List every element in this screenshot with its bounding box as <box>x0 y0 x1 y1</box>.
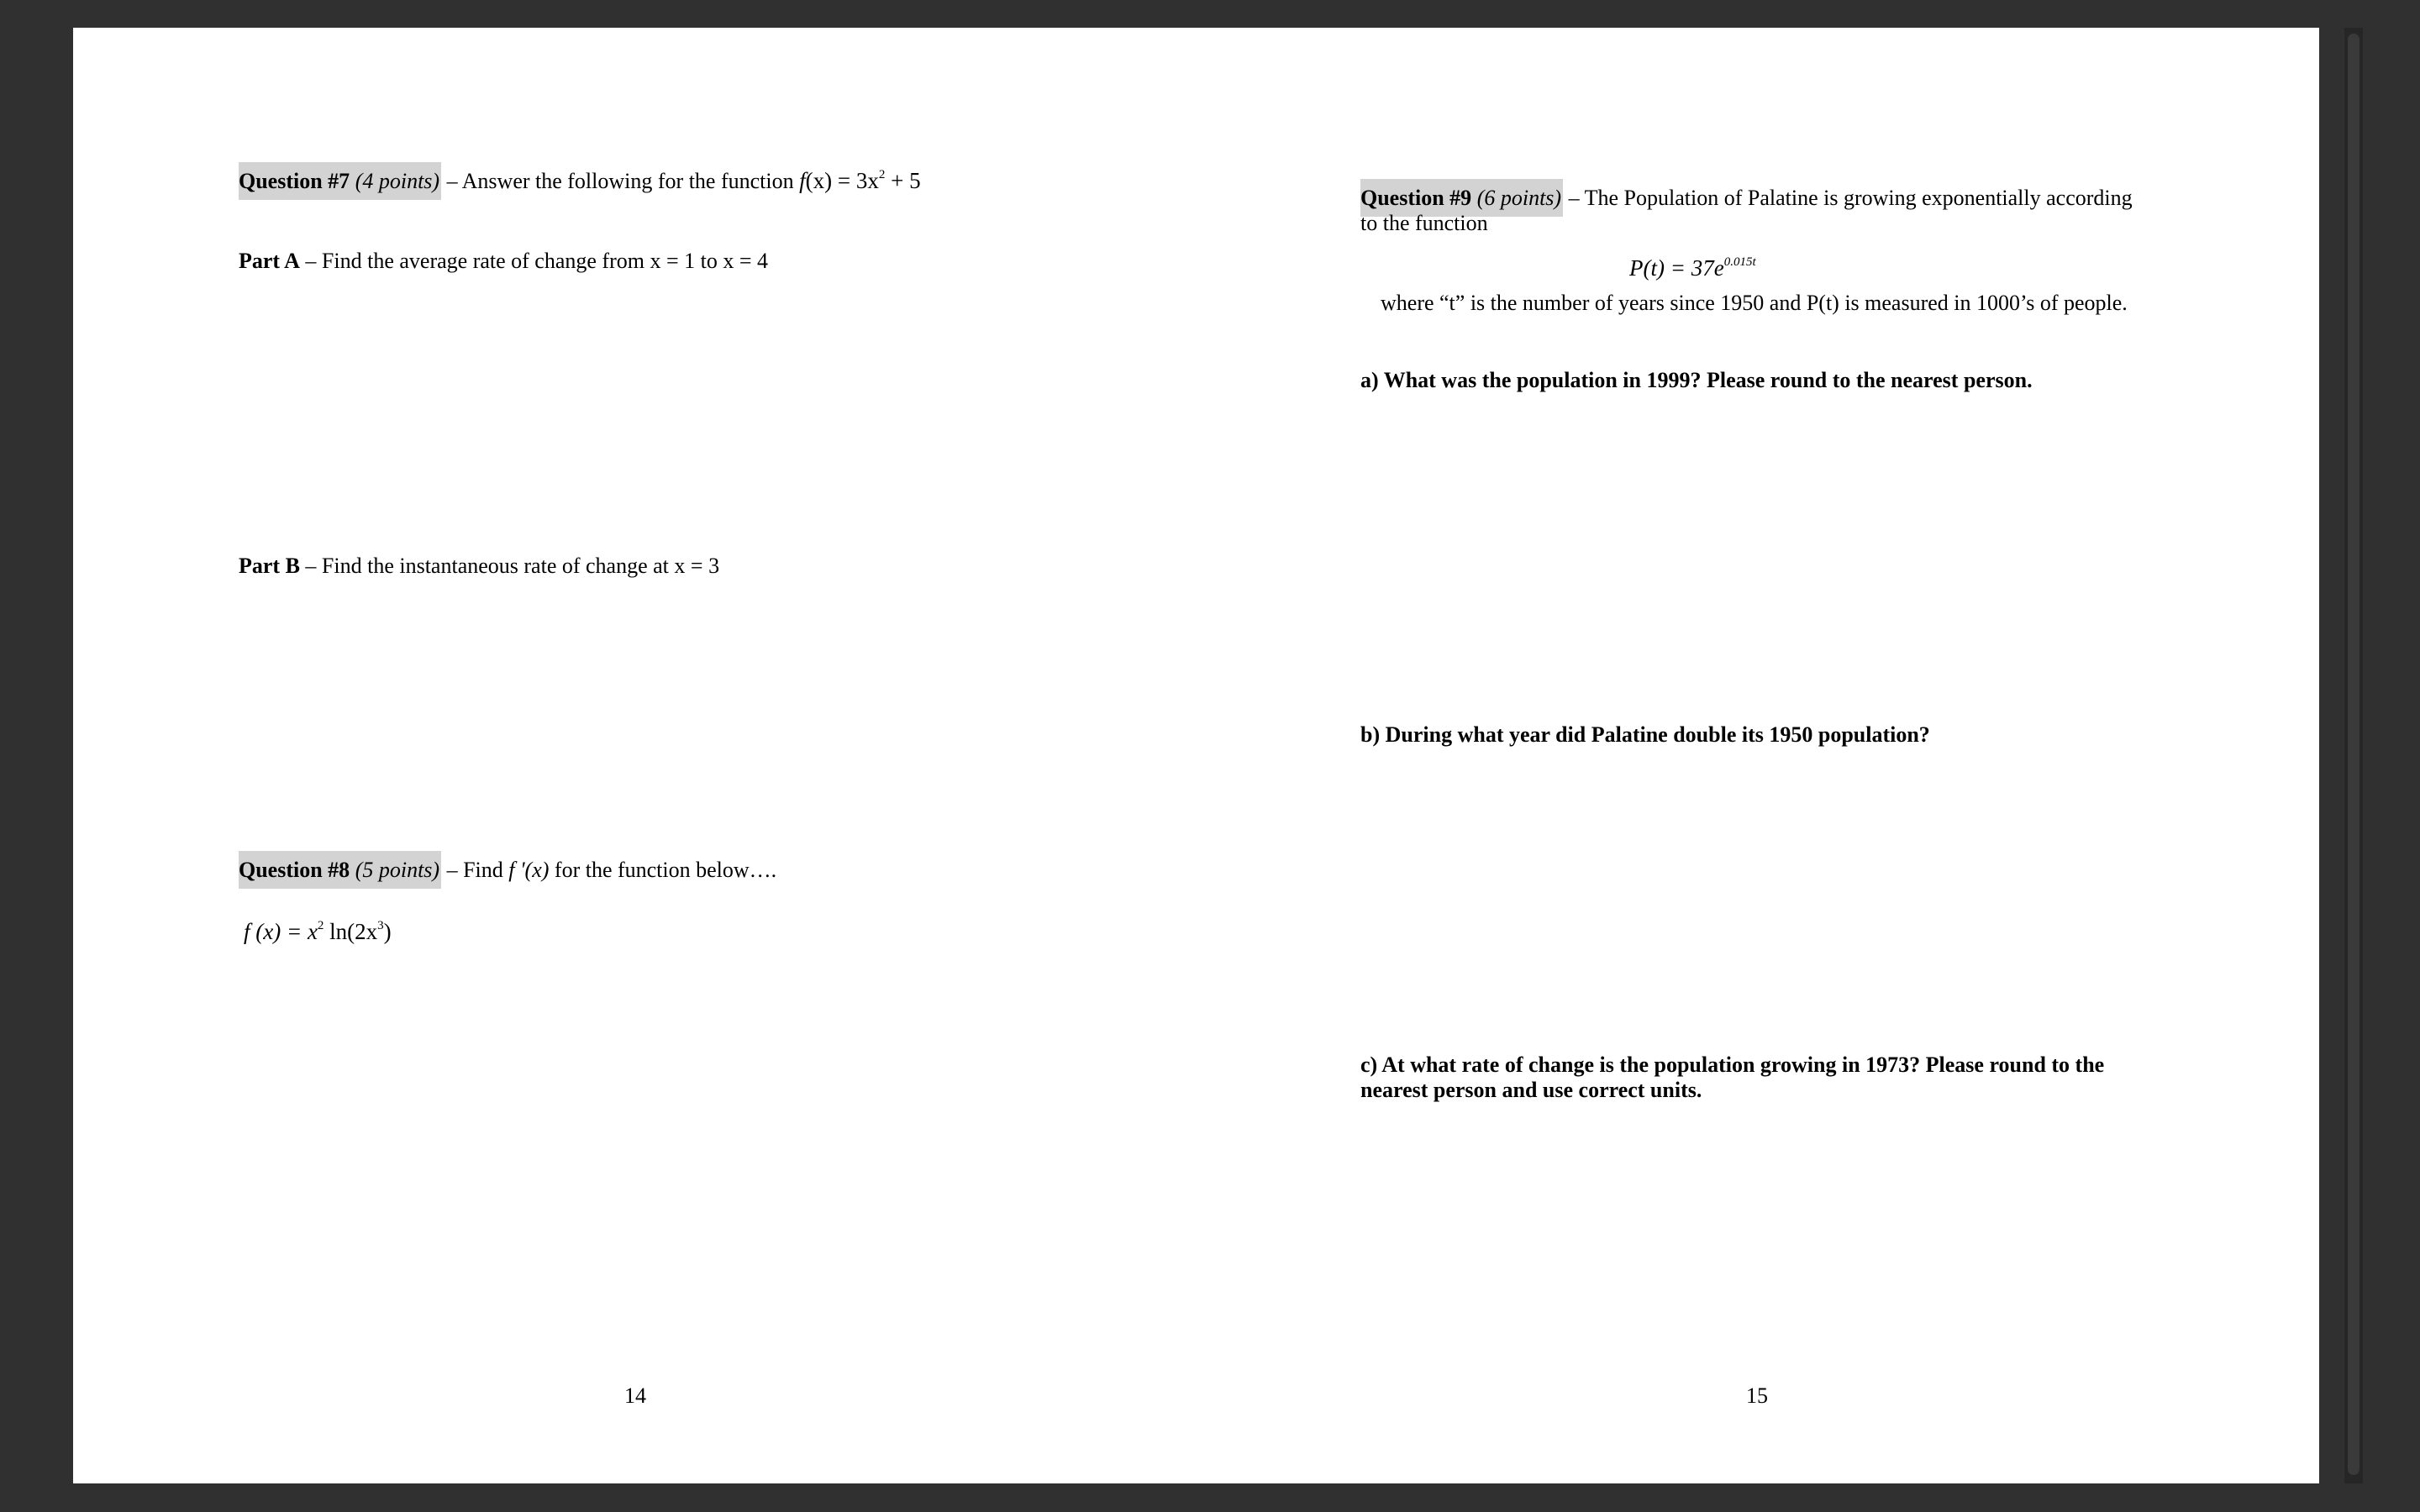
question-8-text-after: for the function below…. <box>549 858 777 882</box>
page-number-right: 15 <box>1746 1383 1768 1408</box>
question-8-highlight <box>239 851 441 889</box>
question-7-label: Question #7 <box>239 169 350 193</box>
part-b-text: – Find the instantaneous rate of change at x = 3 <box>299 554 720 578</box>
part-b-label: Part B <box>239 554 300 578</box>
question-8-label: Question #8 <box>239 858 350 882</box>
question-8-function: f $(x) = x^2$ $\ln(2x^3)$ <box>244 919 392 944</box>
question-9-part-a: a) What was the population in 1999? Please round to the nearest person. <box>1360 368 2033 392</box>
question-9-text-line1: – The Population of Palatine is growing exponentially according <box>1563 186 2133 210</box>
question-8-derivative: f '(x) <box>508 858 550 882</box>
question-9-heading <box>1360 186 2133 211</box>
part-a-label: Part A <box>239 249 300 273</box>
question-7-text: – Answer the following for the function <box>441 169 800 193</box>
question-7-highlight <box>239 162 441 200</box>
question-7-function: $f(x) = 3x^2 + 5$ <box>799 168 921 193</box>
question-9-label: Question #9 <box>1360 186 1472 210</box>
question-9-text-line2: to the function <box>1360 211 1488 235</box>
part-a <box>239 249 768 274</box>
part-b <box>239 554 719 579</box>
question-9-formula: $P(t) = 37e^{0.015t}$ <box>1629 255 1756 281</box>
question-7-points: (4 points) <box>355 169 440 193</box>
question-9-part-c-line2: nearest person and use correct units. <box>1360 1078 1702 1102</box>
question-9-part-c-line1: c) At what rate of change is the population growing in 1973? Please round to the <box>1360 1053 2105 1077</box>
document-spread <box>73 28 2319 1483</box>
question-8-points: (5 points) <box>355 858 440 882</box>
question-9-points: (6 points) <box>1476 186 1562 210</box>
question-8-text-before: – Find <box>441 858 509 882</box>
question-8-heading <box>239 858 776 883</box>
question-9-part-b: b) During what year did Palatine double its 1950 population? <box>1360 722 1930 747</box>
question-9-where: where “t” is the number of years since 1950 and P(t) is measured in 1000’s of people. <box>1381 291 2128 315</box>
page-number-left: 14 <box>624 1383 646 1408</box>
scrollbar-thumb[interactable] <box>2348 34 2360 1475</box>
question-7-heading <box>239 168 921 194</box>
part-a-text: – Find the average rate of change from x = 1 to x = 4 <box>299 249 769 273</box>
